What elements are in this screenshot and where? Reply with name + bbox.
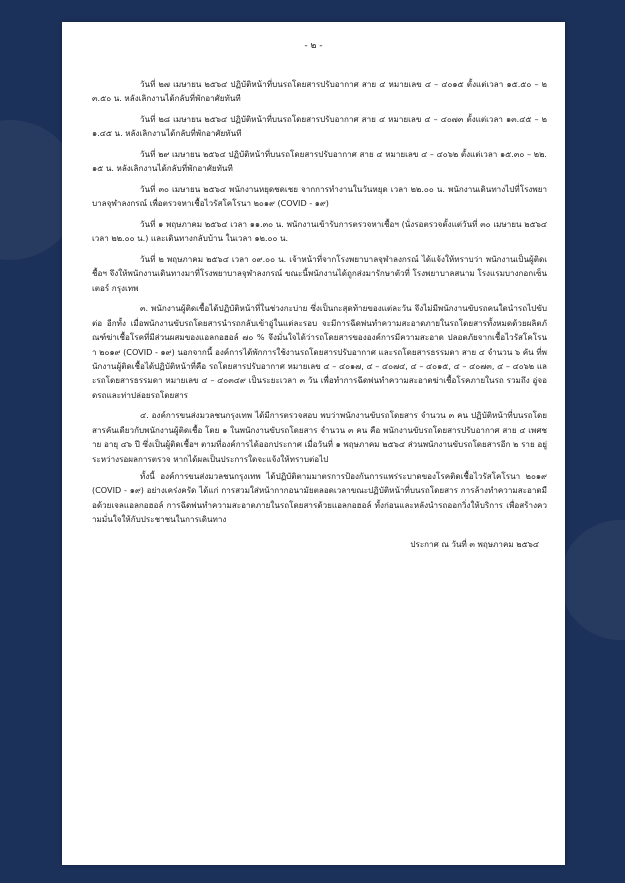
document-body bbox=[92, 77, 547, 551]
page-number: - ๒ - bbox=[304, 41, 323, 51]
paragraph-item-3: ๓. พนักงานผู้ติดเชื้อได้ปฏิบัติหน้าที่ในช่วงกะบ่าย ซึ่งเป็นกะสุดท้ายของแต่ละวัน จึงไม่มีพนักงานขับรถคนใดนำรถไปขับต่อ อีกทั้ง เมื่อพนักงานขับรถโดยสารนำรถกลับเข้าอู่ในแต่ละรอบ จะมีการฉีดพ่นทำความสะอาดภายในรถโดยสารทั้งหมดด้วยผลิตภัณฑ์ฆ่าเชื้อโรคที่มีส่วนผสมของแอลกอฮอล์ ๗๐ % จึงมั่นใจได้ว่ารถโดยสารขององค์การมีความสะอาด ปลอดภัยจากเชื้อไวรัสโคโรนา ๒๐๑๙ (COVID - ๑๙) นอกจากนี้ องค์การได้พักการใช้งานรถโดยสารปรับอากาศ และรถโดยสารธรรมดา สาย ๔ จำนวน ๖ คัน ที่พนักงานผู้ติดเชื้อได้ปฏิบัติหน้าที่คือ รถโดยสารปรับอากาศ หมายเลข ๔ – ๔๐๑๗, ๔ – ๔๐๗๔, ๔ – ๔๐๑๕, ๔ – ๔๐๗๓, ๔ – ๔๐๖๒ และรถโดยสารธรรมดา หมายเลข ๔ – ๔๐๓๔๙ เป็นระยะเวลา ๓ วัน เพื่อทำการฉีดพ่นทำความสะอาดฆ่าเชื้อโรคภายในรถ รวมถึง อู่จอดรถและท่าปล่อยรถโดยสาร bbox=[92, 303, 547, 400]
paragraph-apr-27: วันที่ ๒๗ เมษายน ๒๕๖๔ ปฏิบัติหน้าที่บนรถโดยสารปรับอากาศ สาย ๔ หมายเลข ๔ – ๔๐๑๕ ตั้งแต่เวลา ๑๕.๕๐ – ๒๓.๕๐ น. หลังเลิกงานได้กลับที่พักอาศัยทันที bbox=[92, 79, 547, 104]
paragraph-may-1: วันที่ ๑ พฤษภาคม ๒๕๖๔ เวลา ๑๑.๓๐ น. พนักงานเข้ารับการตรวจหาเชื้อฯ (นั่งรอตรวจตั้งแต่วันที่ ๓๐ เมษายน ๒๕๖๔ เวลา ๒๒.๐๐ น.) และเดินทางกลับบ้าน ในเวลา ๑๒.๐๐ น. bbox=[92, 219, 547, 244]
paragraph-apr-28: วันที่ ๒๘ เมษายน ๒๕๖๔ ปฏิบัติหน้าที่บนรถโดยสารปรับอากาศ สาย ๔ หมายเลข ๔ – ๔๐๗๓ ตั้งแต่เวลา ๑๓.๔๕ – ๒๑.๔๕ น. หลังเลิกงานได้กลับที่พักอาศัยทันที bbox=[92, 114, 547, 139]
paragraph-item-4: ๔. องค์การขนส่งมวลชนกรุงเทพ ได้มีการตรวจสอบ พบว่าพนักงานขับรถโดยสาร จำนวน ๓ คน ปฏิบัติหน้าที่บนรถโดยสารคันเดียวกับพนักงานผู้ติดเชื้อ โดย ๑ ในพนักงานขับรถโดยสาร จำนวน ๓ คน คือ พนักงานขับรถโดยสารปรับอากาศ สาย ๔ เพศชาย อายุ ๔๖ ปี ซึ่งเป็นผู้ติดเชื้อฯ ตามที่องค์การได้ออกประกาศ เมื่อวันที่ ๑ พฤษภาคม ๒๕๖๔ ส่วนพนักงานขับรถโดยสารอีก ๒ ราย อยู่ระหว่างรอผลการตรวจ หากได้ผลเป็นประการใดจะแจ้งให้ทราบต่อไป bbox=[92, 410, 547, 464]
paragraph-apr-30: วันที่ ๓๐ เมษายน ๒๕๖๔ พนักงานหยุดชดเชย จากการทำงานในวันหยุด เวลา ๒๒.๐๐ น. พนักงานเดินทางไปที่โรงพยาบาลจุฬาลงกรณ์ เพื่อตรวจหาเชื้อไวรัสโคโรนา ๒๐๑๙ (COVID - ๑๙) bbox=[92, 184, 547, 209]
announcement-date: ประกาศ ณ วันที่ ๓ พฤษภาคม ๒๕๖๔ bbox=[410, 538, 539, 549]
document-page bbox=[62, 22, 565, 865]
paragraph-may-2: วันที่ ๒ พฤษภาคม ๒๕๖๔ เวลา ๐๙.๐๐ น. เจ้าหน้าที่จากโรงพยาบาลจุฬาลงกรณ์ ได้แจ้งให้ทราบว่า พนักงานเป็นผู้ติดเชื้อฯ จึงให้พนักงานเดินทางมาที่โรงพยาบาลจุฬาลงกรณ์ ขณะนี้พนักงานได้ถูกส่งมารักษาตัวที่ โรงพยาบาลสนาม โรงแรมบางกอกเซ็นเตอร์ กรุงเทพ bbox=[92, 254, 547, 293]
paragraph-closing: ทั้งนี้ องค์การขนส่งมวลชนกรุงเทพ ได้ปฏิบัติตามมาตรการป้องกันการแพร่ระบาดของโรคติดเชื้อไวรัสโคโรนา ๒๐๑๙ (COVID - ๑๙) อย่างเคร่งครัด ได้แก่ การสวมใส่หน้ากากอนามัยตลอดเวลาขณะปฏิบัติหน้าที่บนรถโดยสาร การล้างทำความสะอาดมือด้วยเจลแอลกอฮอล์ การฉีดพ่นทำความสะอาดภายในรถโดยสารด้วยแอลกอฮอล์ ทั้งก่อนและหลังนำรถออกวิ่งให้บริการ เพื่อสร้างความมั่นใจให้กับประชาชนในการเดินทาง bbox=[92, 471, 547, 525]
background-decoration bbox=[560, 520, 625, 640]
paragraph-apr-29: วันที่ ๒๙ เมษายน ๒๕๖๔ ปฏิบัติหน้าที่บนรถโดยสารปรับอากาศ สาย ๔ หมายเลข ๔ – ๔๐๖๒ ตั้งแต่เวลา ๑๕.๓๐ – ๒๒.๑๕ น. หลังเลิกงานได้กลับที่พักอาศัยทันที bbox=[92, 149, 547, 174]
